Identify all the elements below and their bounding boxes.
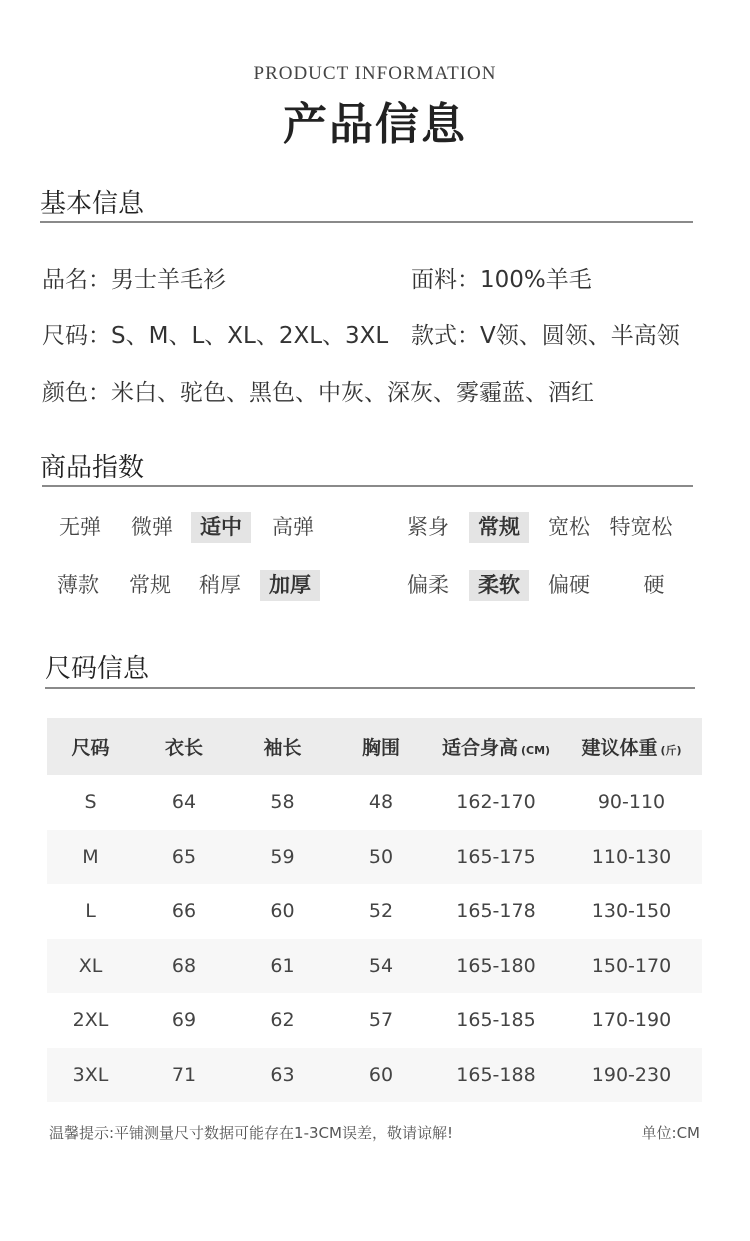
- table-cell: 90-110: [597, 791, 666, 814]
- column-header: 胸围: [331, 718, 431, 775]
- elasticity-option: 微弹: [131, 515, 173, 539]
- column-unit: (CM): [520, 744, 551, 757]
- size-table: [47, 718, 702, 1102]
- table-cell: 65: [134, 830, 234, 885]
- column-unit: (斤): [660, 744, 682, 757]
- column-header: 适合身高 (CM): [431, 718, 561, 775]
- table-cell: 57: [368, 1009, 394, 1032]
- size-table-header: [47, 718, 702, 775]
- table-cell: 50: [331, 830, 431, 885]
- table-cell: 110-130: [561, 830, 702, 885]
- table-cell: 59: [234, 830, 331, 885]
- material: 面料：100%羊毛: [411, 267, 592, 293]
- table-cell: 66: [171, 900, 197, 923]
- table-cell: 165-188: [431, 1048, 561, 1103]
- measurement-note: 温馨提示:平铺测量尺寸数据可能存在1-3CM误差，敬请谅解!: [49, 1124, 453, 1142]
- table-cell: 69: [171, 1009, 197, 1032]
- table-cell: 62: [270, 1009, 295, 1032]
- table-cell: 165-175: [431, 830, 561, 885]
- table-row: [47, 993, 702, 1048]
- table-cell: 3XL: [47, 1048, 134, 1103]
- elasticity-option: 无弹: [59, 515, 101, 539]
- thickness-option: 稍厚: [199, 573, 241, 597]
- softness-option: 硬: [643, 573, 665, 597]
- basic-info-title: 基本信息: [40, 189, 145, 219]
- table-cell: 165-180: [431, 939, 561, 994]
- table-cell: S: [84, 791, 97, 814]
- table-cell: 60: [270, 900, 295, 923]
- colors: 颜色：米白、驼色、黑色、中灰、深灰、雾霾蓝、酒红: [42, 380, 594, 406]
- column-header: 尺码: [47, 718, 134, 775]
- softness-option: 偏柔: [407, 573, 449, 597]
- page-title: 产品信息: [283, 99, 467, 150]
- softness-option-selected: 柔软: [469, 570, 529, 601]
- thickness-option: 薄款: [57, 573, 99, 597]
- elasticity-option: 高弹: [272, 515, 314, 539]
- table-cell: 64: [171, 791, 197, 814]
- table-cell: 150-170: [561, 939, 702, 994]
- table-cell: 52: [368, 900, 394, 923]
- table-cell: M: [47, 830, 134, 885]
- fit-option: 紧身: [407, 515, 449, 539]
- size-info-title: 尺码信息: [45, 654, 150, 684]
- table-cell: XL: [47, 939, 134, 994]
- table-cell: 165-185: [456, 1009, 536, 1032]
- table-cell: 68: [134, 939, 234, 994]
- table-cell: 130-150: [591, 900, 672, 923]
- thickness-option: 常规: [129, 573, 171, 597]
- table-cell: 60: [331, 1048, 431, 1103]
- indices-title: 商品指数: [40, 453, 145, 483]
- table-cell: 58: [270, 791, 295, 814]
- softness-option: 偏硬: [548, 573, 590, 597]
- size-info-divider: [45, 687, 695, 689]
- thickness-option-selected: 加厚: [260, 570, 320, 601]
- fit-option: 宽松: [548, 515, 590, 539]
- english-title: PRODUCT INFORMATION: [253, 63, 497, 84]
- table-row: [47, 884, 702, 939]
- fit-option: 特宽松: [609, 515, 673, 539]
- table-row: [47, 939, 702, 994]
- basic-info-divider: [40, 221, 693, 223]
- elasticity-option-selected: 适中: [191, 512, 251, 543]
- column-header: 袖长: [234, 718, 331, 775]
- column-header: 衣长: [134, 718, 234, 775]
- table-cell: 54: [331, 939, 431, 994]
- fit-option-selected: 常规: [469, 512, 529, 543]
- product-name: 品名：男士羊毛衫: [42, 267, 226, 293]
- table-cell: 162-170: [456, 791, 536, 814]
- table-cell: 165-178: [456, 900, 536, 923]
- table-row: [47, 775, 702, 830]
- table-cell: 61: [234, 939, 331, 994]
- column-header: 建议体重 (斤): [561, 718, 702, 775]
- table-cell: 170-190: [591, 1009, 672, 1032]
- table-cell: 48: [368, 791, 394, 814]
- table-cell: 71: [134, 1048, 234, 1103]
- table-cell: 63: [234, 1048, 331, 1103]
- table-cell: 2XL: [72, 1009, 109, 1032]
- sizes: 尺码：S、M、L、XL、2XL、3XL: [42, 323, 389, 349]
- style: 款式：V领、圆领、半高领: [411, 323, 680, 349]
- table-cell: 190-230: [561, 1048, 702, 1103]
- unit-label: 单位:CM: [641, 1124, 700, 1142]
- indices-divider: [42, 485, 693, 487]
- table-row: [47, 1048, 702, 1103]
- table-cell: L: [85, 900, 96, 923]
- table-row: [47, 830, 702, 885]
